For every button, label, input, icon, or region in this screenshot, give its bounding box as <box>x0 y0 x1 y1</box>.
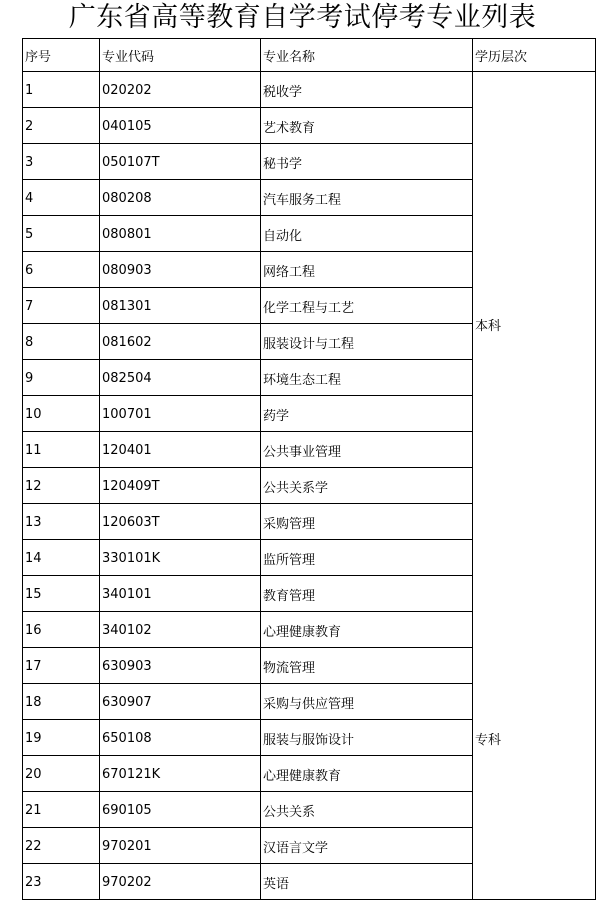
cell-major-name: 药学 <box>261 396 473 432</box>
cell-major-name: 艺术教育 <box>261 108 473 144</box>
cell-major-code: 120409T <box>100 468 261 504</box>
cell-major-code: 080208 <box>100 180 261 216</box>
majors-table <box>22 38 596 900</box>
cell-major-name: 采购与供应管理 <box>261 684 473 720</box>
cell-major-code: 020202 <box>100 72 261 108</box>
cell-major-name: 汉语言文学 <box>261 828 473 864</box>
cell-major-code: 670121K <box>100 756 261 792</box>
cell-major-code: 082504 <box>100 360 261 396</box>
cell-major-code: 340101 <box>100 576 261 612</box>
cell-major-code: 120401 <box>100 432 261 468</box>
cell-no: 13 <box>23 504 100 540</box>
cell-no: 18 <box>23 684 100 720</box>
cell-no: 15 <box>23 576 100 612</box>
cell-major-name: 采购管理 <box>261 504 473 540</box>
table-header-row <box>23 39 596 72</box>
table-row <box>23 576 596 612</box>
cell-major-code: 330101K <box>100 540 261 576</box>
cell-no: 5 <box>23 216 100 252</box>
header-level: 学历层次 <box>473 39 596 72</box>
cell-major-name: 网络工程 <box>261 252 473 288</box>
cell-major-name: 服装设计与工程 <box>261 324 473 360</box>
cell-major-name: 物流管理 <box>261 648 473 684</box>
cell-major-name: 环境生态工程 <box>261 360 473 396</box>
cell-major-name: 服装与服饰设计 <box>261 720 473 756</box>
cell-no: 14 <box>23 540 100 576</box>
cell-major-name: 公共关系学 <box>261 468 473 504</box>
cell-no: 10 <box>23 396 100 432</box>
cell-no: 7 <box>23 288 100 324</box>
cell-major-name: 公共关系 <box>261 792 473 828</box>
cell-major-code: 120603T <box>100 504 261 540</box>
cell-major-code: 080801 <box>100 216 261 252</box>
cell-major-name: 汽车服务工程 <box>261 180 473 216</box>
cell-no: 21 <box>23 792 100 828</box>
cell-major-name: 监所管理 <box>261 540 473 576</box>
cell-no: 1 <box>23 72 100 108</box>
cell-no: 11 <box>23 432 100 468</box>
cell-level-undergrad: 本科 <box>473 72 596 576</box>
cell-no: 2 <box>23 108 100 144</box>
cell-level-junior: 专科 <box>473 576 596 900</box>
header-name: 专业名称 <box>261 39 473 72</box>
cell-major-code: 081301 <box>100 288 261 324</box>
cell-no: 22 <box>23 828 100 864</box>
cell-major-code: 081602 <box>100 324 261 360</box>
cell-no: 3 <box>23 144 100 180</box>
cell-major-code: 690105 <box>100 792 261 828</box>
cell-major-name: 化学工程与工艺 <box>261 288 473 324</box>
cell-no: 4 <box>23 180 100 216</box>
cell-major-name: 自动化 <box>261 216 473 252</box>
cell-major-name: 教育管理 <box>261 576 473 612</box>
cell-no: 8 <box>23 324 100 360</box>
cell-major-code: 340102 <box>100 612 261 648</box>
cell-major-name: 秘书学 <box>261 144 473 180</box>
cell-major-code: 040105 <box>100 108 261 144</box>
cell-major-code: 970201 <box>100 828 261 864</box>
cell-major-code: 100701 <box>100 396 261 432</box>
cell-major-name: 心理健康教育 <box>261 756 473 792</box>
page-title: 广东省高等教育自学考试停考专业列表 <box>68 2 537 33</box>
cell-no: 19 <box>23 720 100 756</box>
cell-major-name: 公共事业管理 <box>261 432 473 468</box>
cell-major-code: 050107T <box>100 144 261 180</box>
cell-no: 6 <box>23 252 100 288</box>
cell-major-name: 税收学 <box>261 72 473 108</box>
cell-no: 16 <box>23 612 100 648</box>
cell-no: 9 <box>23 360 100 396</box>
header-no: 序号 <box>23 39 100 72</box>
cell-major-code: 970202 <box>100 864 261 900</box>
cell-major-code: 630903 <box>100 648 261 684</box>
cell-major-name: 心理健康教育 <box>261 612 473 648</box>
cell-major-code: 630907 <box>100 684 261 720</box>
cell-major-code: 080903 <box>100 252 261 288</box>
table-body <box>23 39 596 900</box>
cell-no: 12 <box>23 468 100 504</box>
table-row <box>23 72 596 108</box>
cell-no: 20 <box>23 756 100 792</box>
header-code: 专业代码 <box>100 39 261 72</box>
cell-major-name: 英语 <box>261 864 473 900</box>
cell-major-code: 650108 <box>100 720 261 756</box>
cell-no: 17 <box>23 648 100 684</box>
cell-no: 23 <box>23 864 100 900</box>
